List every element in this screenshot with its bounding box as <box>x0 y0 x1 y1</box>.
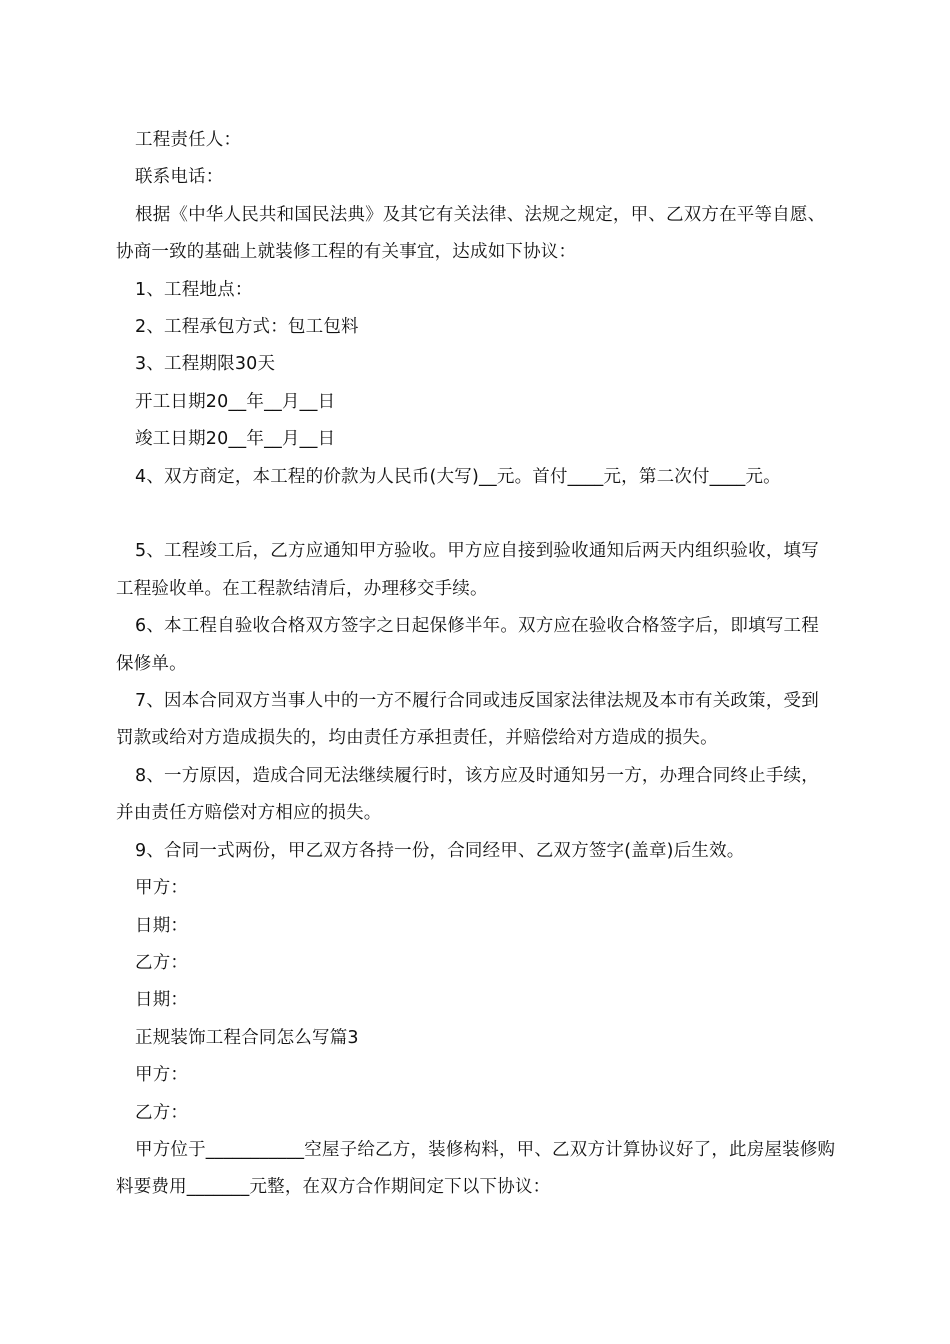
clause-5-acceptance: 5、工程竣工后，乙方应通知甲方验收。甲方应自接到验收通知后两天内组织验收，填写工程验收单。在工程款结清后，办理移交手续。 <box>116 541 819 599</box>
clause-7-liability: 7、因本合同双方当事人中的一方不履行合同或违反国家法律法规及本市有关政策，受到罚款或给对方造成损失的，均由责任方承担责任，并赔偿给对方造成的损失。 <box>116 691 819 749</box>
document-body <box>116 122 836 1207</box>
clause-6-warranty: 6、本工程自验收合格双方签字之日起保修半年。双方应在验收合格签字后，即填写工程保修单。 <box>116 616 819 674</box>
party-a-date-line: 日期： <box>135 915 189 936</box>
clause-9-effect: 9、合同一式两份，甲乙双方各持一份，合同经甲、乙双方签字(盖章)后生效。 <box>135 840 745 861</box>
blank-line <box>116 496 836 533</box>
party-b-signature-line: 乙方： <box>135 952 189 973</box>
clause-3-duration: 3、工程期限30天 <box>135 354 276 375</box>
completion-date-line: 竣工日期20__年__月__日 <box>135 429 336 450</box>
party-a-line: 甲方： <box>135 1065 189 1086</box>
start-date-line: 开工日期20__年__月__日 <box>135 391 336 412</box>
clause-8-termination: 8、一方原因，造成合同无法继续履行时，该方应及时通知另一方，办理合同终止手续，并由责任方赔偿对方相应的损失。 <box>116 765 819 824</box>
project-manager-line: 工程责任人： <box>135 130 242 150</box>
clause-2-contract-mode: 2、工程承包方式：包工包料 <box>135 317 359 338</box>
party-a-signature-line: 甲方： <box>135 878 189 899</box>
section-heading: 正规装饰工程合同怎么写篇3 <box>135 1027 359 1048</box>
clause-4-price: 4、双方商定，本工程的价款为人民币(大写)__元。首付____元，第二次付____元。 <box>135 466 781 487</box>
preamble-paragraph: 根据《中华人民共和国民法典》及其它有关法律、法规之规定，甲、乙双方在平等自愿、协商一致的基础上就装修工程的有关事宜，达成如下协议： <box>116 204 826 263</box>
party-b-date-line: 日期： <box>135 990 189 1011</box>
contact-phone-line: 联系电话： <box>135 167 224 188</box>
clause-1-location: 1、工程地点： <box>135 279 253 300</box>
party-b-line: 乙方： <box>135 1102 189 1123</box>
opening-paragraph: 甲方位于___________空屋子给乙方，装修构料，甲、乙双方计算协议好了，此房屋装修购料要费用_______元整，在双方合作期间定下以下协议： <box>116 1139 836 1198</box>
